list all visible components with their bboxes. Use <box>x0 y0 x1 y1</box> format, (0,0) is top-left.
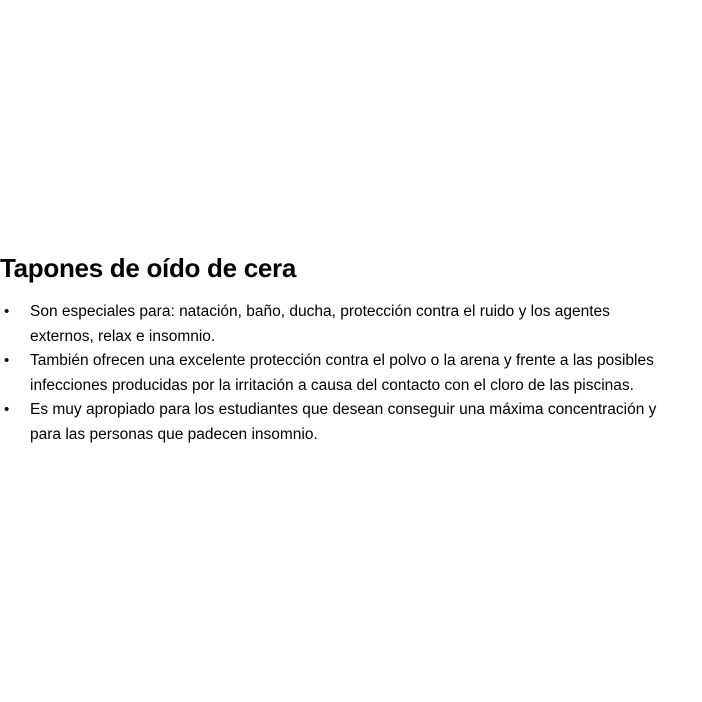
list-item-text-line: También ofrecen una excelente protección contra el polvo o la arena y frente a las posibles <box>30 352 654 369</box>
list-item <box>0 300 702 349</box>
list-item <box>0 398 702 447</box>
page-title: Tapones de oído de cera <box>0 253 297 283</box>
list-item <box>0 349 702 398</box>
list-item-text-line: para las personas que padecen insomnio. <box>30 425 318 443</box>
list-item-text-line: externos, relax e insomnio. <box>30 327 216 345</box>
bullet-icon: • <box>4 401 10 418</box>
list-item-text-line: Es muy apropiado para los estudiantes que desean conseguir una máxima concentración y <box>30 401 657 418</box>
document-body <box>0 250 702 447</box>
list-item-text-line: Son especiales para: natación, baño, ducha, protección contra el ruido y los agentes <box>30 303 610 320</box>
bullet-icon: • <box>4 303 10 320</box>
list-item-text-line: infecciones producidas por la irritación a causa del contacto con el cloro de las piscinas. <box>30 376 634 394</box>
bullet-icon: • <box>4 352 10 369</box>
bullet-list <box>0 300 702 447</box>
